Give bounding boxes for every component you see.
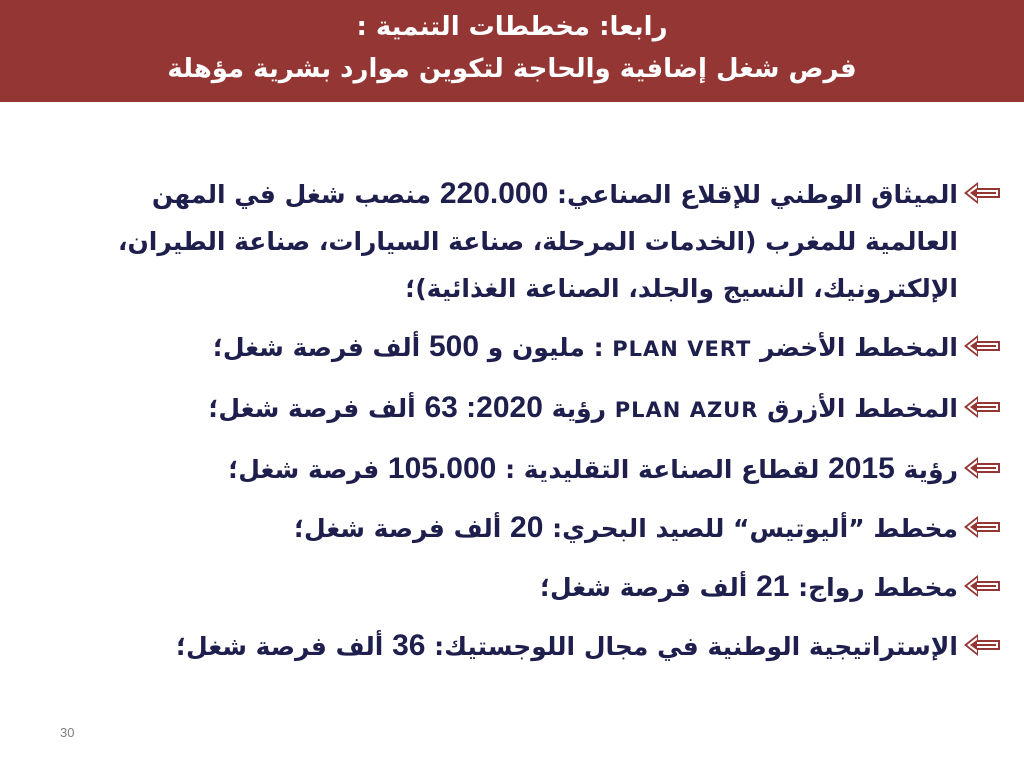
slide-title: رابعا: مخططات التنمية : <box>356 12 668 42</box>
item-text: ألف فرصة شغل؛ <box>175 632 393 661</box>
list-item-industrial-pact <box>80 170 1000 312</box>
page-number: 30 <box>60 725 75 740</box>
list-item-vision-2015 <box>80 445 1000 493</box>
item-text: المخطط الأزرق <box>758 394 958 423</box>
item-text: الميثاق الوطني للإقلاع الصناعي: <box>548 180 958 209</box>
arrow-left-icon <box>964 457 1000 479</box>
item-text: ألف فرصة شغل؛ <box>208 394 425 423</box>
item-text: ألف فرصة شغل؛ <box>212 333 429 362</box>
item-text: رؤية <box>542 394 615 423</box>
arrow-left-icon <box>964 575 1000 597</box>
item-text: الإستراتيجية الوطنية في مجال اللوجستيك: <box>425 632 958 661</box>
item-text: : مليون و <box>479 333 613 362</box>
item-number: 500 <box>428 330 480 363</box>
list-item-plan-vert <box>80 323 1000 373</box>
item-text: رؤية <box>894 455 958 484</box>
slide-subtitle: فرص شغل إضافية والحاجة لتكوين موارد بشرية مؤهلة <box>167 54 857 84</box>
item-number: 21 <box>756 570 790 603</box>
arrow-left-icon <box>964 516 1000 538</box>
item-number: 36 <box>392 629 426 662</box>
title-banner <box>0 0 1024 102</box>
item-text: مخطط ”أليوتيس“ للصيد البحري: <box>543 514 958 543</box>
arrow-left-icon <box>964 182 1000 204</box>
item-text: منصب شغل في المهن العالمية للمغرب (الخدمات المرحلة، صناعة السيارات، صناعة الطيران، الإلكترونيك، النسيج والجلد، الصناعة الغذائية)؛ <box>117 180 958 303</box>
item-text: ألف فرصة شغل؛ <box>293 514 511 543</box>
bullet-list <box>80 170 1000 681</box>
list-item-plan-azur <box>80 384 1000 434</box>
list-item-logistics <box>80 622 1000 670</box>
item-text: لقطاع الصناعة التقليدية : <box>496 455 829 484</box>
item-number: 2020: 63 <box>424 391 543 424</box>
item-number: 105.000 <box>387 452 497 485</box>
item-text: ألف فرصة شغل؛ <box>539 573 757 602</box>
item-number: 220.000 <box>439 177 549 210</box>
item-text: المخطط الأخضر <box>751 333 958 362</box>
item-plan-name: PLAN AZUR <box>614 398 759 422</box>
arrow-left-icon <box>964 396 1000 418</box>
arrow-left-icon <box>964 634 1000 656</box>
item-number: 2015 <box>828 452 895 485</box>
arrow-left-icon <box>964 335 1000 357</box>
list-item-halieutis <box>80 504 1000 552</box>
item-number: 20 <box>510 511 544 544</box>
list-item-rawaj <box>80 563 1000 611</box>
item-plan-name: PLAN VERT <box>612 337 752 361</box>
item-text: فرصة شغل؛ <box>228 455 388 484</box>
item-text: مخطط رواج: <box>789 573 958 602</box>
